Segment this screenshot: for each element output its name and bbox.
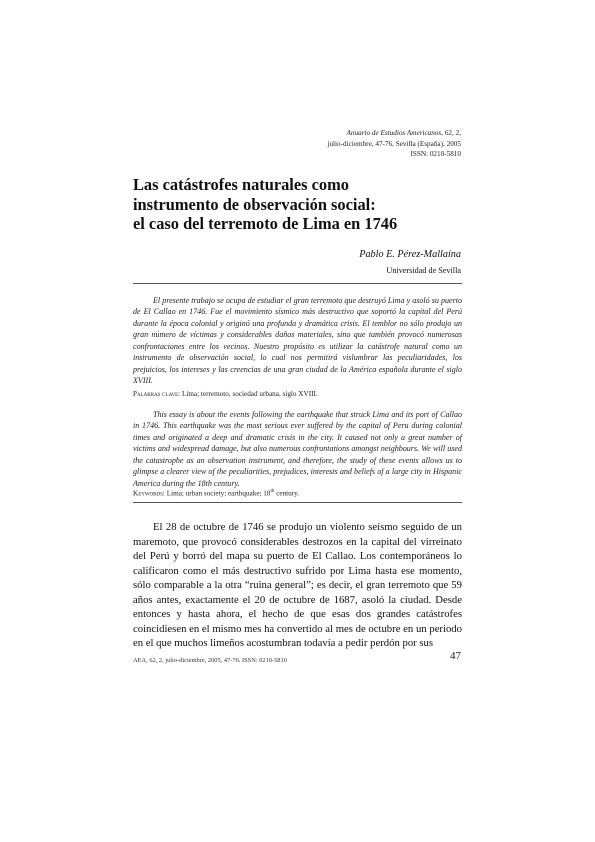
keywords-superscript: th xyxy=(270,489,275,494)
journal-name: Anuario de Estudios Americanos xyxy=(346,129,442,137)
title-line: el caso del terremoto de Lima en 1746 xyxy=(133,214,398,233)
journal-volume-issue: , 62, 2, xyxy=(441,129,461,137)
title-line: instrumento de observación social: xyxy=(133,194,376,214)
journal-ref-line-2: julio-diciembre, 47-76, Sevilla (España), 2005 xyxy=(327,139,461,148)
title-line: Las catástrofes naturales como xyxy=(133,175,349,194)
footer-reference: AEA, 62, 2, julio-diciembre, 2005, 47-76. ISSN: 0210-5810 xyxy=(133,657,287,664)
keywords-text-end: century. xyxy=(274,489,300,498)
author-name: Pablo E. Pérez-Mallaína xyxy=(359,249,461,260)
keywords-text: : Lima; urban society; earthquake; 18 xyxy=(162,489,271,498)
top-divider xyxy=(133,283,462,284)
page-number: 47 xyxy=(450,650,461,662)
author-block xyxy=(359,248,461,278)
keywords-label: Keywords xyxy=(133,489,163,498)
keywords-spanish xyxy=(133,389,462,399)
abstract-spanish: El presente trabajo se ocupa de estudiar el gran terremoto que destruyó Lima y asoló su puerto de El Callao en 1746. Fue el movimiento sísmico más destructivo que soportó la capital del Perú durante la época colonial y originó una profunda y dramática crisis. El temblor no sólo produjo un gran número de víctimas y considerables daños materiales, sino que también provocó numerosas confrontaciones entre los vecinos. Nuestro propósito es utilizar la catástrofe natural como un instrumento de observación social, lo cual nos permitirá vislumbrar las peculiaridades, los prejuicios, los intereses y las creencias de una gran ciudad de la América española durante el siglo XVIII. xyxy=(133,296,462,386)
author-affiliation: Universidad de Sevilla xyxy=(386,266,461,275)
keywords-english xyxy=(133,487,462,498)
journal-ref-line-1 xyxy=(327,128,461,139)
journal-issn: ISSN: 0210-5810 xyxy=(410,150,461,158)
bottom-divider xyxy=(133,502,462,503)
article-title xyxy=(133,175,473,234)
abstract-english: This essay is about the events following the earthquake that struck Lima and its port of Callao in 1746. This earthquake was the most serious ever suffered by the capital of Peru during colonial times and originated a deep and dramatic crisis in the city. It caused not only a great number of victims and widespread damage, but also numerous confrontations amongst neighbours. We will used the catastrophe as an observation instrument, and therefore, the study of these events allows us to glimpse a clearer view of the peculiarities, prejudices, interests and beliefs of a large city in Hispanic America during the 18th century. xyxy=(133,410,462,488)
body-paragraph: El 28 de octubre de 1746 se produjo un violento seísmo seguido de un maremoto, que provocó considerables destrozos en la capital del virreinato del Perú y borró del mapa su puerto de El Callao. Los contemporáneos lo calificaron como el más destructivo sufrido por Lima hasta ese momento, sólo comparable a la otra “ruina general”; es decir, el gran terremoto que 59 años antes, exactamente el 20 de octubre de 1687, asoló la ciudad. Desde entonces y hasta ahora, el hecho de que esas dos grandes catástrofes coincidiesen en el mismo mes ha convertido al mes de octubre en un periodo en el que muchos limeños acostumbran todavía a pedir perdón por sus xyxy=(133,521,462,650)
keywords-label: Palabras clave xyxy=(133,390,179,398)
keywords-text: : Lima; terremoto, sociedad urbana, siglo XVIII. xyxy=(178,390,318,398)
journal-reference xyxy=(327,128,461,160)
